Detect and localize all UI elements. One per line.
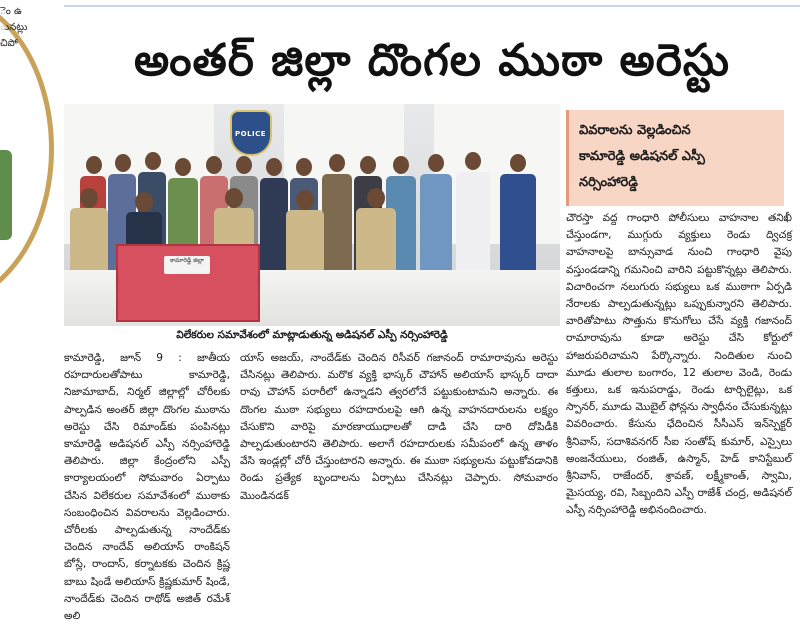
district-sign-label: కామారెడ్డి జిల్లా <box>164 256 210 274</box>
highlight-line: వివరాలను వెల్లడించిన <box>579 123 691 138</box>
neighbor-fragment: చిపో <box>0 38 18 49</box>
article-text: యాస్ అజయ్, నాందేడ్‌కు చెందిన రిసీవర్ గజానంద్ రామారావును అరెస్టు చేసినట్లు తెలిపారు. మరొక వ్యక్తి భాస్కర్ చౌహాన్ అలియాస్ భాస్కర్ దాదా రావు చౌహాన్ పరారీలో ఉన్నాడని త్వరలోనే పట్టుకుంటామని అన్నారు. ఈ దొంగల ముఠా సభ్యులు రహదారులపై ఆగి ఉన్న వాహనదారులను లక్ష్యం చేసుకొని వారిపై మారణాయుధాలతో దాడి చేసి దారి దోపిడీకి పాల్పడుతుంటారని తెలిపారు. అలాగే రహదారులకు సమీపంలో ఉన్న తాళం వేసి ఇండ్లల్లో చోరీ చేస్తుంటారని అన్నారు. ఈ ముఠా సభ్యులను పట్టుకోవడానికి రెండు ప్రత్యేక బృందాలను ఏర్పాటు చేసినట్లు చెప్పారు. సోమవారం మొండినడక్ <box>240 352 558 502</box>
press-meet-photo <box>64 104 560 326</box>
neighbor-fragment: ెం ఉ <box>0 6 23 17</box>
article-column-1 <box>64 350 230 623</box>
top-rule <box>64 5 800 7</box>
article-column-3 <box>566 210 792 592</box>
neighbor-column <box>0 0 56 345</box>
police-badge-text: POLICE <box>235 130 267 138</box>
highlight-line: కామారెడ్డి అడిషనల్ ఎస్పీ <box>579 149 705 164</box>
photo-caption: విలేకరుల సమావేశంలో మాట్లాడుతున్న అడిషనల్ ఎస్పీ నర్సింహారెడ్డి <box>176 329 448 341</box>
police-logo-icon <box>230 110 272 156</box>
article-column-2 <box>240 350 558 590</box>
highlight-box <box>566 110 784 206</box>
neighbor-fragment: ునట్లు <box>0 22 28 33</box>
district-sign <box>116 244 260 322</box>
headline: అంతర్ జిల్లా దొంగల ముఠా అరెస్టు <box>134 35 730 86</box>
article-text: చౌరస్తా వద్ద గాంధారి పోలీసులు వాహనాల తనిఖీ చేస్తుండగా, ముగ్గురు వ్యక్తులు రెండు ద్విచక్ర వాహనాలపై బాన్సువాడ నుంచి గాంధారి వైపు వస్తుండడాన్ని గమనించి వారిని పట్టుకొన్నట్లు తెలిపారు. విచారించగా నలుగురు సభ్యులు ఒక ముఠాగా ఏర్పడి నేరాలకు పాల్పడుతున్నట్లు ఒప్పుకున్నారని తెలిపారు. వారితోపాటు సొత్తును కొనుగోలు చేసే వ్యక్తి గజానంద్ రామారావును కూడా అరెస్టు చేసి కోర్టులో హాజరుపరిచామని పేర్కొన్నారు. నిందితుల నుంచి మూడు తులాల బంగారం, 12 తులాల వెండి, రెండు కత్తులు, ఒక ఇనుపరాడ్డు, రెండు టార్చిలైట్లు, ఒక స్పానర్, మూడు మొబైల్ ఫోన్లను స్వాధీనం చేసుకున్నట్లు వివరించారు. కేసును ఛేదించిన సీసీఎస్ ఇన్‌స్పెక్టర్ శ్రీనివాస్, సదాశివనగర్ సీఐ సంతోష్ కుమార్, ఎస్సైలు అంజనేయులు, రంజిత్, ఉస్మాన్, హెడ్ కానిస్టేబుల్ శ్రీనివాస్, రాజేందర్, శ్రావణ్, లక్ష్మీకాంత్, స్వామి, మైసయ్య, రవి, సిబ్బందిని ఎస్పీ రాజేశ్ చంద్ర, అడిషనల్ ఎస్పీ నర్సింహారెడ్డి అభినందించారు. <box>566 212 792 517</box>
highlight-line: నర్సింహారెడ్డి <box>579 175 638 190</box>
article-text: కామారెడ్డి, జూన్ 9 : జాతీయ రహదారులతోపాటు కామారెడ్డి, నిజామాబాద్, నిర్మల్ జిల్లాల్లో చోరీలకు పాల్పడిన అంతర్ జిల్లా దొంగల ముఠాను అరెస్టు చేసి రిమాండ్‌కు పంపినట్లు కామారెడ్డి అడిషనల్ ఎస్పీ నర్సింహారెడ్డి తెలిపారు. జిల్లా కేంద్రంలోని ఎస్పీ కార్యాలయంలో సోమవారం ఏర్పాటు చేసిన విలేకరుల సమావేశంలో ముఠాకు సంబంధించిన వివరాలను వెల్లడించారు. చోరీలకు పాల్పడుతున్న నాందేడ్‌కు చెందిన నాందేవ్ అలియాస్ రాంకిషన్ బోస్లే, రాందాస్, కర్నాటకకు చెందిన క్రిష్ణ బాబు షిండే అలియాస్ క్రిష్ణకుమార్ షిండే, నాందేడ్‌కు చెందిన రాథోడ్ అజిత్ రమేశ్ అలి <box>64 352 230 623</box>
